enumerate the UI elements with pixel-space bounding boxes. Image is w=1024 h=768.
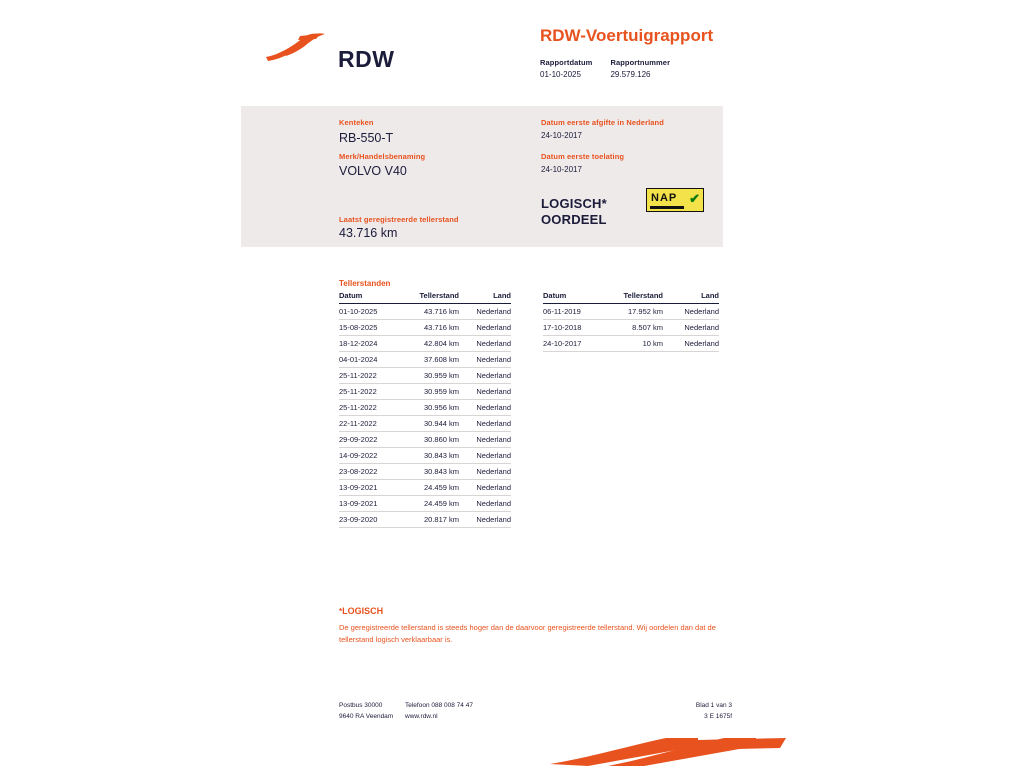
footer-address-line-1: Postbus 30000 [339,702,383,709]
footer-page-info-block [660,700,732,722]
value-eerste-toelating: 24-10-2017 [541,165,582,174]
cell-land: Nederland [669,320,719,336]
nap-underline [650,206,684,209]
footnote-star: * [339,607,343,616]
table-row [339,496,511,512]
cell-land: Nederland [465,384,511,400]
label-laatste-tellerstand: Laatst geregistreerde tellerstand [339,215,459,224]
nap-badge-icon [646,188,704,212]
cell-datum: 25-11-2022 [339,400,397,416]
cell-tellerstand: 43.716 km [397,320,465,336]
value-merk: VOLVO V40 [339,164,407,178]
table-row [339,336,511,352]
table-row [339,384,511,400]
meta-value-rapportnummer: 29.579.126 [610,70,651,79]
cell-tellerstand: 30.944 km [397,416,465,432]
cell-datum: 15-08-2025 [339,320,397,336]
table-header-row [339,291,511,304]
cell-land: Nederland [465,464,511,480]
table-row [339,416,511,432]
cell-land: Nederland [465,512,511,528]
cell-tellerstand: 30.959 km [397,368,465,384]
cell-land: Nederland [465,352,511,368]
meta-report-date [540,58,606,79]
cell-land: Nederland [465,368,511,384]
table-row [339,480,511,496]
table-row [339,304,511,320]
cell-tellerstand: 30.956 km [397,400,465,416]
bottom-decorative-logo-icon [548,736,788,768]
cell-datum: 23-08-2022 [339,464,397,480]
col-land: Land [465,291,511,304]
cell-datum: 13-09-2021 [339,480,397,496]
table-row [543,304,719,320]
label-merk: Merk/Handelsbenaming [339,152,426,161]
cell-land: Nederland [465,416,511,432]
cell-land: Nederland [465,448,511,464]
tellerstanden-title: Tellerstanden [339,279,391,288]
cell-tellerstand: 24.459 km [397,480,465,496]
panel-corner-notch [241,233,303,247]
cell-tellerstand: 17.952 km [601,304,669,320]
cell-datum: 24-10-2017 [543,336,601,352]
odometer-table-right [543,291,719,352]
meta-label-rapportnummer: Rapportnummer [610,58,671,67]
cell-land: Nederland [669,304,719,320]
cell-land: Nederland [465,304,511,320]
table-row [339,464,511,480]
cell-land: Nederland [465,336,511,352]
label-eerste-toelating: Datum eerste toelating [541,152,625,161]
cell-tellerstand: 37.608 km [397,352,465,368]
brand-name: RDW [338,46,395,72]
table-row [339,320,511,336]
table-row [339,512,511,528]
cell-tellerstand: 30.959 km [397,384,465,400]
value-laatste-tellerstand: 43.716 km [339,226,398,240]
verdict-line-1: LOGISCH* [541,196,607,211]
cell-land: Nederland [465,432,511,448]
rdw-logo-icon [264,30,326,64]
col-tellerstand: Tellerstand [397,291,465,304]
table-row [339,400,511,416]
table-row [339,432,511,448]
vehicle-summary-panel [241,106,723,247]
cell-tellerstand: 8.507 km [601,320,669,336]
cell-datum: 17-10-2018 [543,320,601,336]
page-title: RDW-Voertuigrapport [540,26,714,45]
cell-tellerstand: 43.716 km [397,304,465,320]
cell-tellerstand: 20.817 km [397,512,465,528]
footer-doc-code: 3 E 1675f [704,713,732,720]
verdict-text [541,196,607,228]
brand-header [264,24,524,76]
cell-tellerstand: 30.860 km [397,432,465,448]
table-row [339,352,511,368]
cell-tellerstand: 42.804 km [397,336,465,352]
table-row [543,320,719,336]
meta-label-rapportdatum: Rapportdatum [540,58,593,67]
label-kenteken: Kenteken [339,118,374,127]
cell-land: Nederland [465,480,511,496]
meta-report-number [610,58,670,79]
table-row [339,368,511,384]
odometer-table-left [339,291,511,528]
cell-datum: 18-12-2024 [339,336,397,352]
col-land: Land [669,291,719,304]
nap-label: NAP [651,192,678,204]
cell-datum: 25-11-2022 [339,368,397,384]
cell-land: Nederland [465,496,511,512]
cell-land: Nederland [669,336,719,352]
col-datum: Datum [339,291,397,304]
value-eerste-afgifte: 24-10-2017 [541,131,582,140]
footnote-title [339,606,383,616]
cell-datum: 23-09-2020 [339,512,397,528]
footer-address [339,700,399,722]
cell-datum: 29-09-2022 [339,432,397,448]
cell-datum: 22-11-2022 [339,416,397,432]
footer-website[interactable]: www.rdw.nl [405,713,438,720]
cell-tellerstand: 24.459 km [397,496,465,512]
label-eerste-afgifte: Datum eerste afgifte in Nederland [541,118,664,127]
cell-datum: 06-11-2019 [543,304,601,320]
footer-phone: Telefoon 088 008 74 47 [405,702,473,709]
footer-page-info: Blad 1 van 3 [695,702,732,709]
col-tellerstand: Tellerstand [601,291,669,304]
value-kenteken: RB-550-T [339,131,394,145]
footnote-title-text: LOGISCH [342,606,384,616]
cell-datum: 25-11-2022 [339,384,397,400]
cell-land: Nederland [465,400,511,416]
nap-check-icon: ✔ [689,191,700,206]
cell-tellerstand: 30.843 km [397,448,465,464]
meta-value-rapportdatum: 01-10-2025 [540,70,581,79]
cell-datum: 13-09-2021 [339,496,397,512]
table-header-row [543,291,719,304]
cell-datum: 14-09-2022 [339,448,397,464]
cell-land: Nederland [465,320,511,336]
col-datum: Datum [543,291,601,304]
footer-contact [405,700,525,722]
report-meta [540,58,790,79]
cell-tellerstand: 30.843 km [397,464,465,480]
cell-datum: 01-10-2025 [339,304,397,320]
verdict-line-2: OORDEEL [541,212,607,227]
footnote-body: De geregistreerde tellerstand is steeds hoger dan de daarvoor geregistreerde tellerstand. Wij oordelen dan dat de tellerstand logisch verklaarbaar is. [339,623,716,644]
footer-address-line-2: 9640 RA Veendam [339,713,394,720]
cell-tellerstand: 10 km [601,336,669,352]
table-row [543,336,719,352]
table-row [339,448,511,464]
cell-datum: 04-01-2024 [339,352,397,368]
